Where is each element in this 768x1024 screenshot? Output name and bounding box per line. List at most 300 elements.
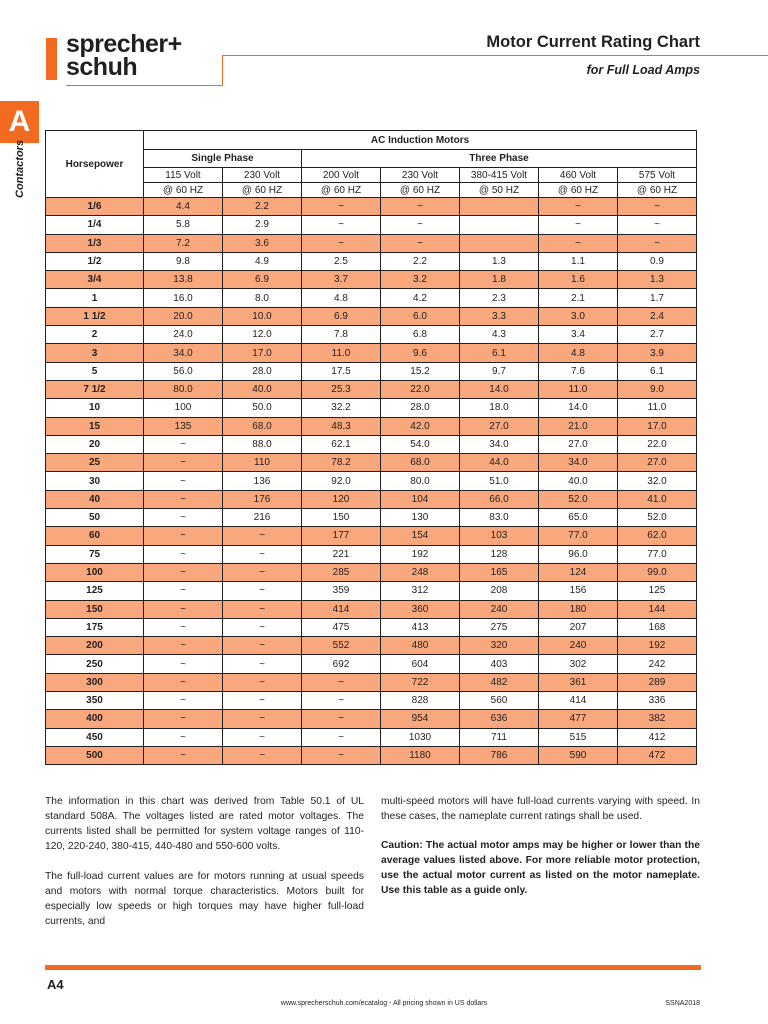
current-cell: 11.0 — [302, 344, 381, 362]
current-cell — [460, 198, 539, 216]
current-cell: ~ — [144, 673, 223, 691]
page-number: A4 — [47, 977, 64, 992]
header-rule-vertical — [222, 55, 223, 85]
horsepower-cell: 1/2 — [46, 252, 144, 270]
current-cell: 360 — [381, 600, 460, 618]
table-row — [46, 289, 697, 307]
current-cell: 275 — [460, 618, 539, 636]
table-row — [46, 454, 697, 472]
current-cell: 302 — [539, 655, 618, 673]
note-paragraph-2: The full-load current values are for motors running at usual speeds and motors with normal torque characteristics. Motors built for especially low speeds or high torques may have higher full-load currents, and — [45, 871, 364, 927]
single-phase-header: Single Phase — [144, 150, 302, 168]
current-cell: 44.0 — [460, 454, 539, 472]
horsepower-cell: 500 — [46, 746, 144, 764]
current-cell: 560 — [460, 692, 539, 710]
current-cell: 52.0 — [618, 509, 697, 527]
footer-rule — [45, 965, 701, 970]
current-cell: 28.0 — [381, 399, 460, 417]
current-cell: 6.9 — [302, 307, 381, 325]
current-cell: 65.0 — [539, 509, 618, 527]
table-row — [46, 618, 697, 636]
current-cell: 4.3 — [460, 326, 539, 344]
horsepower-cell: 3/4 — [46, 271, 144, 289]
current-cell: 6.9 — [223, 271, 302, 289]
current-cell: 77.0 — [539, 527, 618, 545]
current-cell: 4.2 — [381, 289, 460, 307]
table-row — [46, 380, 697, 398]
current-cell: 9.7 — [460, 362, 539, 380]
table-row — [46, 216, 697, 234]
current-cell: ~ — [302, 710, 381, 728]
horsepower-cell: 200 — [46, 637, 144, 655]
current-cell: 590 — [539, 746, 618, 764]
current-cell: 120 — [302, 490, 381, 508]
current-cell: 216 — [223, 509, 302, 527]
current-cell: 2.2 — [381, 252, 460, 270]
current-cell: ~ — [223, 545, 302, 563]
current-cell: 4.8 — [302, 289, 381, 307]
current-cell: 7.8 — [302, 326, 381, 344]
current-cell: 414 — [302, 600, 381, 618]
horsepower-cell: 250 — [46, 655, 144, 673]
current-cell: ~ — [144, 509, 223, 527]
current-cell: ~ — [618, 198, 697, 216]
footer-catalog-code: SSNA2018 — [665, 1000, 700, 1007]
current-cell: ~ — [223, 728, 302, 746]
current-cell: ~ — [144, 710, 223, 728]
horsepower-cell: 20 — [46, 435, 144, 453]
current-cell: 8.0 — [223, 289, 302, 307]
horsepower-cell: 175 — [46, 618, 144, 636]
current-cell: 552 — [302, 637, 381, 655]
table-row — [46, 252, 697, 270]
current-cell: 66.0 — [460, 490, 539, 508]
current-cell: 3.4 — [539, 326, 618, 344]
current-cell: 4.4 — [144, 198, 223, 216]
horsepower-cell: 1 — [46, 289, 144, 307]
current-cell: 4.9 — [223, 252, 302, 270]
horsepower-cell: 100 — [46, 563, 144, 581]
horsepower-cell: 3 — [46, 344, 144, 362]
current-cell: 28.0 — [223, 362, 302, 380]
current-cell: 104 — [381, 490, 460, 508]
voltage-header: 460 Volt — [539, 168, 618, 183]
current-cell: 414 — [539, 692, 618, 710]
current-cell: 1.3 — [460, 252, 539, 270]
current-cell: 18.0 — [460, 399, 539, 417]
current-cell: 13.8 — [144, 271, 223, 289]
current-cell: ~ — [144, 692, 223, 710]
table-row — [46, 563, 697, 581]
current-cell: 3.3 — [460, 307, 539, 325]
note-paragraph-1: The information in this chart was derived from Table 50.1 of UL standard 508A. The voltages listed are rated motor voltages. The currents listed shall be permitted for system voltage ranges of 110-120, 220-240, 380-415, 440-480 and 550-600 volts. — [45, 796, 364, 852]
current-cell: ~ — [381, 234, 460, 252]
current-cell: 482 — [460, 673, 539, 691]
current-cell: 32.2 — [302, 399, 381, 417]
current-cell: 96.0 — [539, 545, 618, 563]
current-cell: ~ — [302, 673, 381, 691]
logo-line-1: sprecher+ — [66, 30, 182, 58]
current-cell: ~ — [144, 563, 223, 581]
voltage-header: 230 Volt — [381, 168, 460, 183]
current-cell: ~ — [302, 746, 381, 764]
current-cell: 32.0 — [618, 472, 697, 490]
current-cell: ~ — [223, 655, 302, 673]
current-cell: 692 — [302, 655, 381, 673]
current-cell: 221 — [302, 545, 381, 563]
current-cell: 103 — [460, 527, 539, 545]
current-cell: 92.0 — [302, 472, 381, 490]
current-cell: 6.1 — [460, 344, 539, 362]
current-cell: 40.0 — [223, 380, 302, 398]
current-cell: 711 — [460, 728, 539, 746]
current-cell: 15.2 — [381, 362, 460, 380]
group-header: AC Induction Motors — [144, 131, 697, 150]
current-cell: 3.7 — [302, 271, 381, 289]
current-cell: 192 — [381, 545, 460, 563]
page-subtitle: for Full Load Amps — [586, 63, 700, 77]
current-cell: 3.6 — [223, 234, 302, 252]
current-cell: 786 — [460, 746, 539, 764]
table-row — [46, 399, 697, 417]
current-cell: ~ — [302, 198, 381, 216]
current-cell: 136 — [223, 472, 302, 490]
current-cell: ~ — [223, 563, 302, 581]
frequency-header: @ 50 HZ — [460, 183, 539, 198]
three-phase-header: Three Phase — [302, 150, 697, 168]
current-cell: 62.0 — [618, 527, 697, 545]
current-cell: 27.0 — [618, 454, 697, 472]
table-body — [46, 198, 697, 765]
frequency-header: @ 60 HZ — [144, 183, 223, 198]
current-cell: 20.0 — [144, 307, 223, 325]
horsepower-cell: 400 — [46, 710, 144, 728]
current-cell: 289 — [618, 673, 697, 691]
current-cell: 124 — [539, 563, 618, 581]
current-cell: 2.2 — [223, 198, 302, 216]
current-cell: ~ — [223, 673, 302, 691]
current-cell: 128 — [460, 545, 539, 563]
current-cell: 413 — [381, 618, 460, 636]
current-cell: 285 — [302, 563, 381, 581]
current-cell: 11.0 — [539, 380, 618, 398]
current-cell: 68.0 — [223, 417, 302, 435]
voltage-header: 200 Volt — [302, 168, 381, 183]
current-cell: 3.0 — [539, 307, 618, 325]
table-row — [46, 509, 697, 527]
table-row — [46, 362, 697, 380]
current-cell: 41.0 — [618, 490, 697, 508]
current-cell: 208 — [460, 582, 539, 600]
current-cell: ~ — [302, 216, 381, 234]
table-row — [46, 600, 697, 618]
current-cell: 68.0 — [381, 454, 460, 472]
footer-website: www.sprecherschuh.com/ecatalog - All pricing shown in US dollars — [280, 1000, 488, 1007]
horsepower-cell: 1/4 — [46, 216, 144, 234]
logo-mark — [46, 38, 57, 80]
current-cell: 14.0 — [460, 380, 539, 398]
current-cell: ~ — [223, 692, 302, 710]
page-title: Motor Current Rating Chart — [486, 33, 700, 51]
horsepower-cell: 1/6 — [46, 198, 144, 216]
table-row — [46, 692, 697, 710]
horsepower-cell: 7 1/2 — [46, 380, 144, 398]
frequency-header: @ 60 HZ — [302, 183, 381, 198]
horsepower-header: Horsepower — [46, 131, 144, 198]
current-cell: 21.0 — [539, 417, 618, 435]
current-cell: 2.7 — [618, 326, 697, 344]
current-cell: 17.0 — [618, 417, 697, 435]
table-row — [46, 673, 697, 691]
current-cell: 6.8 — [381, 326, 460, 344]
table-row — [46, 326, 697, 344]
horsepower-cell: 125 — [46, 582, 144, 600]
current-cell: 177 — [302, 527, 381, 545]
header-rule — [222, 55, 768, 56]
table-row — [46, 582, 697, 600]
table-row — [46, 710, 697, 728]
current-cell: 125 — [618, 582, 697, 600]
current-cell: 412 — [618, 728, 697, 746]
current-cell: 22.0 — [381, 380, 460, 398]
voltage-header: 380-415 Volt — [460, 168, 539, 183]
table-row — [46, 545, 697, 563]
current-cell: 242 — [618, 655, 697, 673]
current-cell: 7.2 — [144, 234, 223, 252]
horsepower-cell: 50 — [46, 509, 144, 527]
horsepower-cell: 30 — [46, 472, 144, 490]
current-cell: 80.0 — [144, 380, 223, 398]
table-row — [46, 234, 697, 252]
current-cell — [460, 216, 539, 234]
table-row — [46, 490, 697, 508]
table-row — [46, 637, 697, 655]
voltage-header: 230 Volt — [223, 168, 302, 183]
current-cell: 475 — [302, 618, 381, 636]
table-row — [46, 271, 697, 289]
current-cell: 336 — [618, 692, 697, 710]
table-row — [46, 655, 697, 673]
current-cell: 403 — [460, 655, 539, 673]
current-cell: 34.0 — [144, 344, 223, 362]
frequency-header: @ 60 HZ — [539, 183, 618, 198]
current-cell: 17.0 — [223, 344, 302, 362]
current-cell: 2.3 — [460, 289, 539, 307]
caution-note: Caution: The actual motor amps may be higher or lower than the average values listed above. For more reliable motor protection, use the actual motor current as listed on the motor nameplate. Use this table as a guide only. — [381, 840, 700, 896]
current-cell: 477 — [539, 710, 618, 728]
current-cell: 248 — [381, 563, 460, 581]
current-cell: 0.9 — [618, 252, 697, 270]
current-cell: 54.0 — [381, 435, 460, 453]
horsepower-cell: 25 — [46, 454, 144, 472]
horsepower-cell: 60 — [46, 527, 144, 545]
horsepower-cell: 5 — [46, 362, 144, 380]
frequency-header: @ 60 HZ — [223, 183, 302, 198]
current-cell: 88.0 — [223, 435, 302, 453]
current-cell: 34.0 — [460, 435, 539, 453]
current-cell: 165 — [460, 563, 539, 581]
current-cell: 472 — [618, 746, 697, 764]
current-cell: 207 — [539, 618, 618, 636]
note-paragraph-3: multi-speed motors will have full-load currents varying with speed. In these cases, the nameplate current ratings shall be used. — [381, 796, 700, 822]
horsepower-cell: 150 — [46, 600, 144, 618]
current-cell: ~ — [144, 545, 223, 563]
header-rule-lower — [66, 85, 223, 86]
current-cell: ~ — [223, 710, 302, 728]
current-cell: 480 — [381, 637, 460, 655]
current-cell: ~ — [539, 216, 618, 234]
current-cell: ~ — [144, 637, 223, 655]
current-cell: 1.6 — [539, 271, 618, 289]
current-cell: 722 — [381, 673, 460, 691]
table-row — [46, 472, 697, 490]
current-cell: 1180 — [381, 746, 460, 764]
current-cell: ~ — [223, 618, 302, 636]
current-cell: 56.0 — [144, 362, 223, 380]
current-cell: 240 — [460, 600, 539, 618]
current-cell: 10.0 — [223, 307, 302, 325]
table-row — [46, 198, 697, 216]
current-cell: ~ — [302, 728, 381, 746]
logo-line-2: schuh — [66, 53, 138, 81]
current-cell: ~ — [223, 582, 302, 600]
current-cell: 359 — [302, 582, 381, 600]
current-cell: 17.5 — [302, 362, 381, 380]
current-cell: ~ — [539, 234, 618, 252]
current-cell: ~ — [302, 234, 381, 252]
current-cell: 192 — [618, 637, 697, 655]
current-cell: 1.1 — [539, 252, 618, 270]
current-cell: 135 — [144, 417, 223, 435]
current-cell: 6.0 — [381, 307, 460, 325]
current-cell: 515 — [539, 728, 618, 746]
motor-current-table — [45, 130, 697, 765]
current-cell: 604 — [381, 655, 460, 673]
current-cell: 3.9 — [618, 344, 697, 362]
table-row — [46, 344, 697, 362]
current-cell: 180 — [539, 600, 618, 618]
current-cell: 382 — [618, 710, 697, 728]
current-cell: 14.0 — [539, 399, 618, 417]
current-cell: 110 — [223, 454, 302, 472]
current-cell: 77.0 — [618, 545, 697, 563]
current-cell: ~ — [144, 454, 223, 472]
current-cell: ~ — [381, 216, 460, 234]
current-cell: 1.7 — [618, 289, 697, 307]
current-cell: ~ — [223, 600, 302, 618]
table-row — [46, 746, 697, 764]
current-cell: ~ — [539, 198, 618, 216]
horsepower-cell: 10 — [46, 399, 144, 417]
current-cell: 16.0 — [144, 289, 223, 307]
current-cell: 2.5 — [302, 252, 381, 270]
current-cell: 176 — [223, 490, 302, 508]
current-cell: 78.2 — [302, 454, 381, 472]
current-cell: 80.0 — [381, 472, 460, 490]
current-cell: 11.0 — [618, 399, 697, 417]
horsepower-cell: 15 — [46, 417, 144, 435]
horsepower-cell: 450 — [46, 728, 144, 746]
current-cell: 312 — [381, 582, 460, 600]
current-cell: ~ — [144, 655, 223, 673]
current-cell: ~ — [144, 728, 223, 746]
current-cell: 12.0 — [223, 326, 302, 344]
current-cell: 636 — [460, 710, 539, 728]
current-cell: 9.6 — [381, 344, 460, 362]
current-cell: 34.0 — [539, 454, 618, 472]
horsepower-cell: 350 — [46, 692, 144, 710]
current-cell: 2.1 — [539, 289, 618, 307]
current-cell: ~ — [144, 472, 223, 490]
current-cell: 1.8 — [460, 271, 539, 289]
current-cell: 83.0 — [460, 509, 539, 527]
current-cell: ~ — [618, 234, 697, 252]
section-label: Contactors — [14, 139, 26, 198]
current-cell: 9.8 — [144, 252, 223, 270]
current-cell: ~ — [381, 198, 460, 216]
current-cell: 150 — [302, 509, 381, 527]
current-cell: 1030 — [381, 728, 460, 746]
current-cell: 130 — [381, 509, 460, 527]
current-cell: 99.0 — [618, 563, 697, 581]
horsepower-cell: 75 — [46, 545, 144, 563]
table-row — [46, 527, 697, 545]
current-cell: 52.0 — [539, 490, 618, 508]
current-cell: 40.0 — [539, 472, 618, 490]
frequency-header: @ 60 HZ — [381, 183, 460, 198]
current-cell — [460, 234, 539, 252]
current-cell: 51.0 — [460, 472, 539, 490]
current-cell: 4.8 — [539, 344, 618, 362]
current-cell: 156 — [539, 582, 618, 600]
current-cell: 3.2 — [381, 271, 460, 289]
horsepower-cell: 1 1/2 — [46, 307, 144, 325]
horsepower-cell: 300 — [46, 673, 144, 691]
current-cell: 27.0 — [460, 417, 539, 435]
current-cell: 168 — [618, 618, 697, 636]
horsepower-cell: 40 — [46, 490, 144, 508]
table-row — [46, 307, 697, 325]
current-cell: 5.8 — [144, 216, 223, 234]
voltage-header: 115 Volt — [144, 168, 223, 183]
current-cell: ~ — [144, 435, 223, 453]
current-cell: 828 — [381, 692, 460, 710]
current-cell: ~ — [302, 692, 381, 710]
current-cell: 7.6 — [539, 362, 618, 380]
current-cell: ~ — [144, 527, 223, 545]
current-cell: 9.0 — [618, 380, 697, 398]
current-cell: ~ — [223, 527, 302, 545]
table-row — [46, 435, 697, 453]
current-cell: ~ — [618, 216, 697, 234]
section-tab: A — [0, 101, 39, 143]
current-cell: 50.0 — [223, 399, 302, 417]
current-cell: 144 — [618, 600, 697, 618]
current-cell: 25.3 — [302, 380, 381, 398]
table-row — [46, 417, 697, 435]
current-cell: 62.1 — [302, 435, 381, 453]
current-cell: ~ — [144, 746, 223, 764]
current-cell: 22.0 — [618, 435, 697, 453]
logo — [66, 30, 182, 81]
current-cell: ~ — [223, 637, 302, 655]
current-cell: 48.3 — [302, 417, 381, 435]
current-cell: 154 — [381, 527, 460, 545]
horsepower-cell: 1/3 — [46, 234, 144, 252]
current-cell: 954 — [381, 710, 460, 728]
current-cell: 2.9 — [223, 216, 302, 234]
current-cell: ~ — [144, 582, 223, 600]
